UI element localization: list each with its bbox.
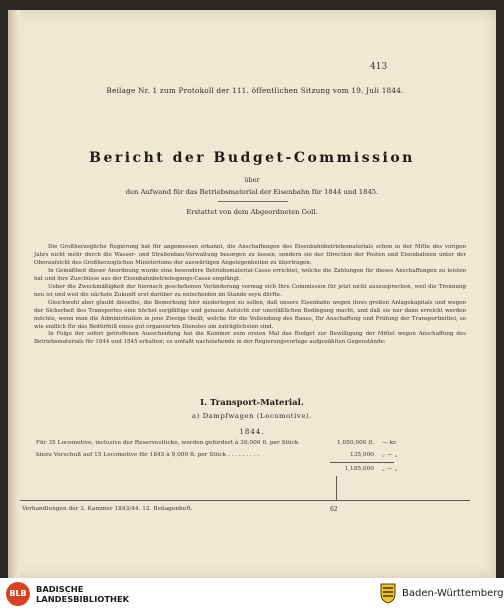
sum-rule bbox=[330, 462, 394, 463]
document-header: Beilage Nr. 1 zum Protokoll der 111. öffentlichen Sitzung vom 19. Juli 1844. bbox=[106, 86, 404, 95]
ledger-row-amount: 1,050,000 fl. bbox=[336, 440, 374, 446]
paragraph: Ueber die Zweckmäßigkeit der hiernach geschehenen Veränderung vermag sich Ihre Commission für jetzt nicht auszusprechen, weil die Trennung neu ist und weil die nächste Zukunft erst darüber zu entscheiden im Stande seyn dürfte. bbox=[34, 283, 466, 298]
ledger-row-unit: „ — „ bbox=[382, 466, 398, 472]
section-subtitle: a) Dampfwagen (Locomotive). bbox=[192, 412, 312, 420]
ledger-total-amount: 1,185,000 bbox=[344, 466, 374, 472]
coat-of-arms-icon bbox=[380, 583, 396, 604]
library-banner bbox=[0, 578, 504, 612]
ledger-row-unit: — kr. bbox=[382, 440, 398, 446]
paragraph: In Gemäßheit dieser Anordnung wurde eine besondere Betriebsmaterial-Casse errichtet, welche die Zahlungen für dieses Anschaffungen zu leisten hat und ihre Zuschüsse aus der Eisenbahnbetriebsgangs-Casse empfängt. bbox=[34, 267, 466, 282]
divider-rule bbox=[218, 201, 288, 202]
ledger-row-text: Für 35 Locomotive, inclusive der Reservestücke, werden gefordert à 30,000 fl. per Stück bbox=[36, 440, 299, 446]
footer-sheet-number: 62 bbox=[330, 506, 338, 513]
library-name[interactable] bbox=[36, 584, 129, 604]
paragraph: In Folge der sofort getroffenen Ausscheidung hat die Kammer zum ersten Mal das Budget zur Bewilligung der Mittel wegen Anschaffung des Betriebsmaterials für 1844 und 1845 erhalten; es umfaßt nachstehende in der Regierungsvorlage aufgezählten Gegenstände: bbox=[34, 331, 466, 346]
report-subtitle: den Aufwand für das Betriebsmaterial der Eisenbahn für 1844 und 1845. bbox=[125, 188, 379, 196]
paragraph: Die Großherzogliche Regierung hat für angemessen erkannt, die Anschaffungen des Eisenbahnbetriebsmaterials schon in der Mitte des vorigen Jahrs nicht mehr durch die Wasser- und Straßenbau-Verwaltung besorgen zu lassen, sondern sie der Direction der Posten und Eisenbahnen unter der Oberaufsicht des Großherzoglichen Ministeriums der auswärtigen Angelegenheiten zu übertragen. bbox=[34, 244, 466, 266]
library-name-line2: LANDESBIBLIOTHEK bbox=[36, 594, 130, 604]
paragraph: Gleichwohl aber glaubt dieselbe, die Bemerkung hier niederlegen zu sollen, daß unsere Eisenbahn wegen ihres großen Anlagekapitals und wegen der Sicherheit des Transportes eine höchst sorgfältige und genaue Aufsicht zur unerläßlichen Bedingung macht, und daß sie nur dann erreicht werden möchte, wenn man die Administration in jene Zweige theilt, welche für die Vollendung des Baues, für Anschaffung und Prüfung der Transportmittel, so wie endlich für das Bedürfniß eines gut organisirten Dienstes am zuträglichsten sind. bbox=[34, 299, 466, 330]
title-connector: über bbox=[244, 176, 260, 184]
report-title: Bericht der Budget-Commission bbox=[89, 150, 415, 166]
section-title: I. Transport-Material. bbox=[200, 398, 304, 408]
ledger-row-unit: „ — „ bbox=[382, 452, 398, 458]
ledger-row-amount: 135,000 bbox=[350, 452, 374, 458]
state-name[interactable]: Baden-Württemberg bbox=[402, 588, 504, 599]
section-year: 1844. bbox=[239, 428, 265, 436]
blb-logo-icon[interactable]: BLB bbox=[6, 582, 30, 606]
body-text bbox=[34, 244, 466, 347]
column-rule bbox=[336, 476, 337, 500]
page-fold-shadow bbox=[8, 10, 20, 578]
page-number: 413 bbox=[370, 62, 388, 72]
library-name-line1: BADISCHE bbox=[36, 584, 84, 594]
page-footer: Verhandlungen der 2. Kammer 1843/44. 12. Beilagenheft. bbox=[22, 506, 193, 512]
ledger-row-text: hiezu Vorschuß auf 15 Locomotive für 1845 à 9,000 fl. per Stück . . . . . . . . . bbox=[36, 452, 260, 458]
footer-rule bbox=[20, 500, 470, 501]
report-author: Erstattet von dem Abgeordneten Goll. bbox=[186, 208, 318, 216]
